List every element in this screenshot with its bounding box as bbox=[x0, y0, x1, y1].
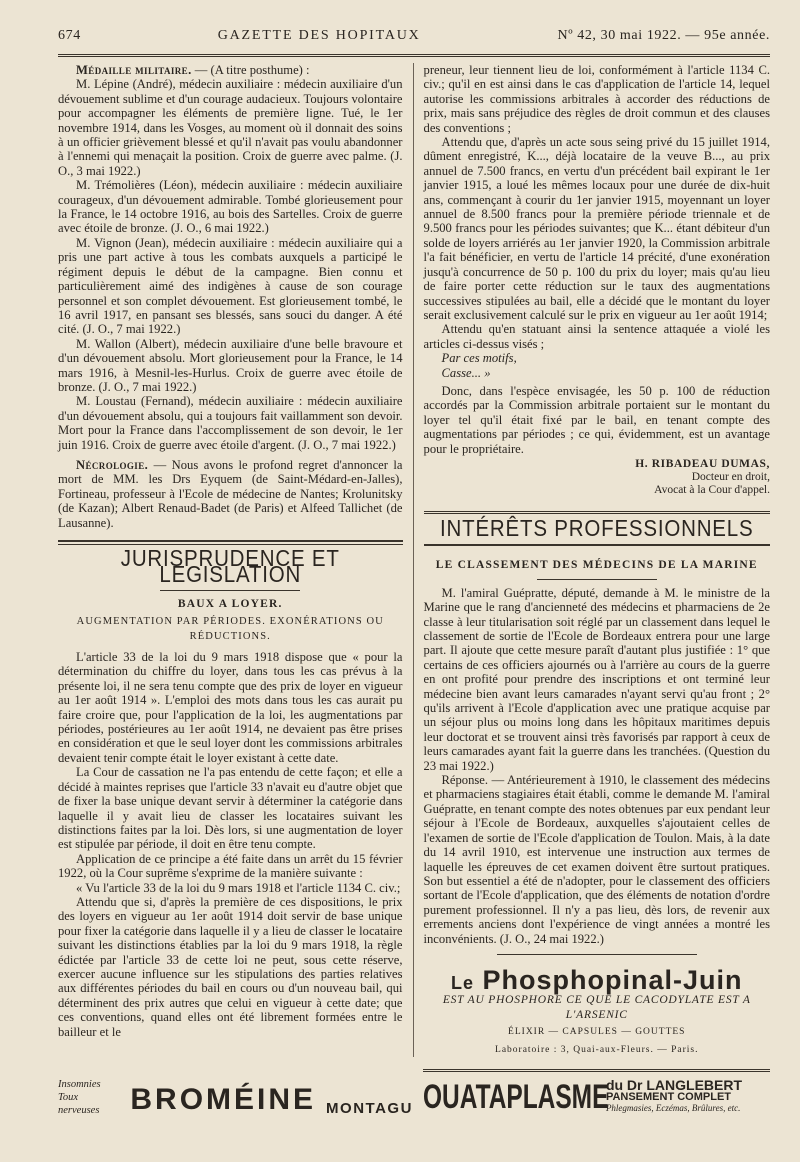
paragraph: Réponse. — Antérieurement à 1910, le classement des médecins et pharmaciens stagiaires était établi, comme le demande M. l'amiral Guépratte, en tenant compte des notes obtenues par eux pendant leur séjour à l'Ecole de Bordeaux, auxquelles s'ajoutaient celles de l'examen de sortie de l'Ecole d'application de Toulon. Mais, à la date du 14 avril 1910, est intervenue une instruction aux termes de laquelle les épreuves de cet examen doivent être surtout pratiques. Son but essentiel a été de n'adopter, pour le classement des officiers sortant de l'Ecole d'application, que des éléments de notation d'ordre purement professionnel. Il n'y a pas lieu, dès lors, de revenir aux errements anciens dont l'expérience de vingt années a montré les inconvénients. (J. O., 24 mai 1922.) bbox=[423, 773, 770, 946]
two-columns bbox=[58, 63, 770, 1057]
ad-tagline: EST AU PHOSPHORE CE QUE LE CACODYLATE EST A L'ARSENIC bbox=[442, 994, 751, 1021]
ad-brand-prefix: Le bbox=[450, 972, 474, 993]
ad-forms: ÉLIXIR — CAPSULES — GOUTTES bbox=[508, 1027, 686, 1038]
paragraph-text: — (A titre posthume) : bbox=[191, 63, 310, 77]
ad-detail: du Dr LANGLEBERT bbox=[605, 1077, 743, 1094]
paragraph: Casse... » bbox=[441, 365, 491, 380]
ad-indication: Toux nerveuses bbox=[58, 1091, 100, 1116]
classement-article bbox=[424, 586, 770, 946]
bromeine-ad bbox=[58, 1069, 413, 1117]
paragraph: M. l'amiral Guépratte, député, demande à M. le ministre de la Marine que le rang d'ancienneté des médecins et pharmaciens de 2e classe à leur titularisation soit réglé par un classement dans lequel le classement de sortie de l'Ecole de Bordeaux entrera pour une large part. Il ajoute que cette mesure paraît d'autant plus justifiée : 1° que certains de ces officiers ajournés ou à l'arrière au cours de la guerre en ont profité pour prendre des inscriptions et ont terminé leur médecine bien avant leurs camarades n'ayant servi qu'au front ; 2° qu'ils arrivent à l'Ecole d'application avec une pratique acquise par un séjour plus ou moins long dans les hôpitaux maritimes depuis leur doctorat et se trouvent ainsi très favorisés par rapport à ceux de leurs camarades ayant fait la guerre dans les tranchées. (Question du 23 mai 1922.) bbox=[423, 585, 770, 773]
short-rule bbox=[160, 590, 300, 591]
header-rule bbox=[58, 54, 770, 57]
author-title: Avocat à la Cour d'appel. bbox=[654, 483, 770, 496]
ad-address: Laboratoire : 3, Quai-aux-Fleurs. — Paris. bbox=[495, 1044, 699, 1055]
ad-details bbox=[605, 1077, 743, 1115]
paragraph: M. Loustau (Fernand), médecin auxiliaire : médecin auxiliaire d'un dévouement absolu, qui a toujours fait vaillamment son devoir. Mort pour la France dans l'accomplissement de son devoir, le 1er juin 1916. Croix de guerre avec étoile d'argent. (J. O., 7 mai 1922.) bbox=[58, 394, 403, 452]
ad-brand-name: Phosphopinal-Juin bbox=[482, 964, 743, 995]
paragraph: M. Trémolières (Léon), médecin auxiliaire : médecin auxiliaire courageux, d'un dévouement admirable. Tombé glorieusement pour la France, le 14 octobre 1916, au bois des Sartelles. Croix de guerre avec étoile de bronze. (J. O., 6 mai 1922.) bbox=[58, 178, 403, 236]
section-title: JURISPRUDENCE ET LEGISLATION bbox=[120, 545, 340, 589]
article-subhead: LE CLASSEMENT DES MÉDECINS DE LA MARINE bbox=[435, 559, 758, 572]
paragraph: L'article 33 de la loi du 9 mars 1918 dispose que « pour la détermination du chiffre du loyer, dans tous les cas prévus à la présente loi, il ne sera tenu compte que des prix de loyer en vigueur au 1er août 1914 ». L'emploi des mots dans tous les cas aurait pu faire croire que, pour l'application de la loi, les augmentations par périodes, postérieures au 1er août 1914, ne devaient pas être prises en considération et que le seul loyer dont les commissions arbitrales devaient tenir compte était le loyer existant à cette date. bbox=[58, 650, 403, 765]
lead-label: Médaille militaire. bbox=[76, 63, 192, 77]
paragraph: Attendu que si, d'après la première de ces dispositions, le prix des loyers en vigueur au 1er août 1914 doit servir de base unique pour fixer la catégorie dans laquelle il y a lieu de classer le locataire suivant les distinctions établies par la loi du 9 mars 1918, la règle édictée par l'article 33 de cette loi ne peut, sous cette réserve, exercer aucune influence sur les stipulations des parties relatives aux différentes périodes du bail en cours ou d'un nouveau bail, qui déterminent des prix autres que celui en vigueur à cette date; que ces conventions, quand elles ont été librement formées entre le bailleur et le bbox=[58, 894, 403, 1039]
journal-title: GAZETTE DES HOPITAUX bbox=[217, 28, 421, 43]
paragraph: Par ces motifs, bbox=[441, 351, 517, 366]
paragraph: M. Lépine (André), médecin auxiliaire : médecin auxiliaire d'un dévouement sublime et d'un courage audacieux. Toujours volontaire pour accompagner les éléments de première ligne. Tué, le 1er novembre 1914, dans les Vosges, au moment où il donnait des soins à un officier grièvement blessé et qu'il n'avait pas voulu abandonner à l'ennemi qui menaçait la position. Croix de guerre avec palme. (J. O., 3 mai 1922.) bbox=[58, 77, 403, 178]
bottom-ads bbox=[58, 1069, 770, 1117]
article-subhead: BAUX A LOYER. bbox=[177, 597, 283, 610]
author-signature bbox=[424, 458, 770, 497]
phosphopinal-ad bbox=[424, 964, 770, 1057]
author-name: H. RIBADEAU DUMAS, bbox=[635, 457, 770, 470]
paragraph: M. Vignon (Jean), médecin auxiliaire : médecin auxiliaire qui a pris une part active à tous les combats auxquels a participé le régiment depuis le début de la campagne. Bien connu et particulièrement aimé des indigènes à cause de son courage personnel et son complet dévouement. Est glorieusement tombé, le 16 avril 1917, en pansant ses blessés, sans souci du danger. A été cité. (J. O., 7 mai 1922.) bbox=[58, 235, 403, 337]
paragraph: Application de ce principe a été faite dans un arrêt du 15 février 1922, où la Cour suprême s'exprime de la manière suivante : bbox=[58, 851, 403, 881]
ad-maker: MONTAGU bbox=[326, 1099, 413, 1117]
paragraph: La Cour de cassation ne l'a pas entendu de cette façon; et elle a décidé à maintes reprises que l'article 33 n'avait eu d'autre objet que de fixer la base unique devant servir à déterminer la catégorie dans laquelle il y avait lieu de classer les locataires suivant les distinctions faites par la loi. Dès lors, si une augmentation de loyer est stipulée par période, il doit en être tenu compte. bbox=[58, 765, 403, 852]
paragraph: Attendu qu'en statuant ainsi la sentence attaquée a violé les articles ci-dessus visés ; bbox=[423, 322, 770, 351]
medaille-militaire-section bbox=[58, 63, 403, 452]
ad-detail: Phlegmasies, Eczémas, Brûlures, etc. bbox=[605, 1103, 741, 1114]
ad-brand bbox=[424, 964, 770, 995]
ad-brand: BROMÉINE bbox=[130, 1082, 317, 1116]
issue-info: Nº 42, 30 mai 1922. — 95e année. bbox=[557, 28, 770, 43]
ouataplasme-ad bbox=[423, 1069, 770, 1117]
ad-brand: OUATAPLASME bbox=[422, 1077, 609, 1116]
left-column bbox=[58, 63, 414, 1057]
ad-indications bbox=[58, 1078, 120, 1117]
baux-article-continued bbox=[424, 63, 770, 456]
article-subhead-2: AUGMENTATION PAR PÉRIODES. EXONÉRATIONS OU RÉDUCTIONS. bbox=[76, 616, 384, 642]
necrologie-paragraph bbox=[58, 458, 403, 530]
paragraph: Attendu que, d'après un acte sous seing privé du 15 juillet 1914, dûment enregistré, K..., déjà locataire de la veuve B..., au prix annuel de 7.500 francs, en vertu d'un précédent bail expirant le 1er janvier 1915, a loué les mêmes locaux pour une durée de dix-huit ans, commençant à courir du 1er janvier 1915, moyennant un loyer annuel de 8.500 francs pour la première période triennale et de 9.500 francs pour les périodes suivantes; que K... étant débiteur d'un solde de loyers arriérés au 1er janvier 1920, la Commission arbitrale l'a fait bénéficier, en vertu de l'article 14 précité, d'une exonération jusqu'à concurrence de 50 p. 100 du prix du loyer; mais qu'au lieu de faire porter cette réduction sur le taux des augmentations successives stipulées au bail, elle a décidé que le montant du loyer serait exclusivement calculé sur le prix en vigueur au 1er août 1914; bbox=[423, 135, 770, 322]
lead-label: Nécrologie. bbox=[76, 457, 149, 472]
section-title: INTÉRÊTS PROFESSIONNELS bbox=[440, 515, 754, 542]
baux-article bbox=[58, 650, 403, 1039]
ad-indication: Insomnies bbox=[58, 1078, 101, 1090]
ad-detail: PANSEMENT COMPLET bbox=[605, 1090, 732, 1103]
paragraph bbox=[58, 63, 403, 77]
paragraph: « Vu l'article 33 de la loi du 9 mars 1918 et l'article 1134 C. civ.; bbox=[76, 880, 401, 895]
short-rule bbox=[497, 954, 697, 955]
short-rule bbox=[537, 579, 657, 580]
page-header bbox=[58, 28, 770, 50]
page-number: 674 bbox=[58, 28, 81, 43]
right-column bbox=[414, 63, 770, 1057]
paragraph: preneur, leur tiennent lieu de loi, conformément à l'article 1134 C. civ.; qu'il en est ainsi dans le cas d'application de l'article 14, lequel autorise les commissions arbitrales à accorder des réductions de prix, mais sans préjudice des règles de droit commun et des clauses des conventions ; bbox=[423, 63, 770, 135]
paragraph-text: — Nous avons le profond regret d'annoncer la mort de MM. les Drs Eyquem (de Saint-Médard-en-Jalles), Fortineau, professeur à l'Ecole de médecine de Nantes; Krolunitsky (de Kazan); Albert Renaud-Badet (de Paris) et Alfeed Tallichet (de Lausanne). bbox=[58, 457, 403, 530]
author-title: Docteur en droit, bbox=[691, 470, 770, 483]
section-rule bbox=[424, 511, 770, 514]
paragraph: M. Wallon (Albert), médecin auxiliaire d'une belle bravoure et d'un dévouement absolu. Mort glorieusement pour la France, le 14 mars 1916, à Mesnil-les-Hurlus. Croix de guerre avec étoile de bronze. (J. O., 7 mai 1922.) bbox=[58, 336, 403, 394]
section-rule bbox=[424, 544, 770, 546]
paragraph: Donc, dans l'espèce envisagée, les 50 p. 100 de réduction accordés par la Commission arbitrale portaient sur le montant du loyer tel qu'il était fixé par le bail, en tenant compte des augmentations par périodes ; ce qui, évidemment, est un avantage pour le propriétaire. bbox=[423, 383, 770, 456]
section-rule bbox=[58, 540, 403, 542]
